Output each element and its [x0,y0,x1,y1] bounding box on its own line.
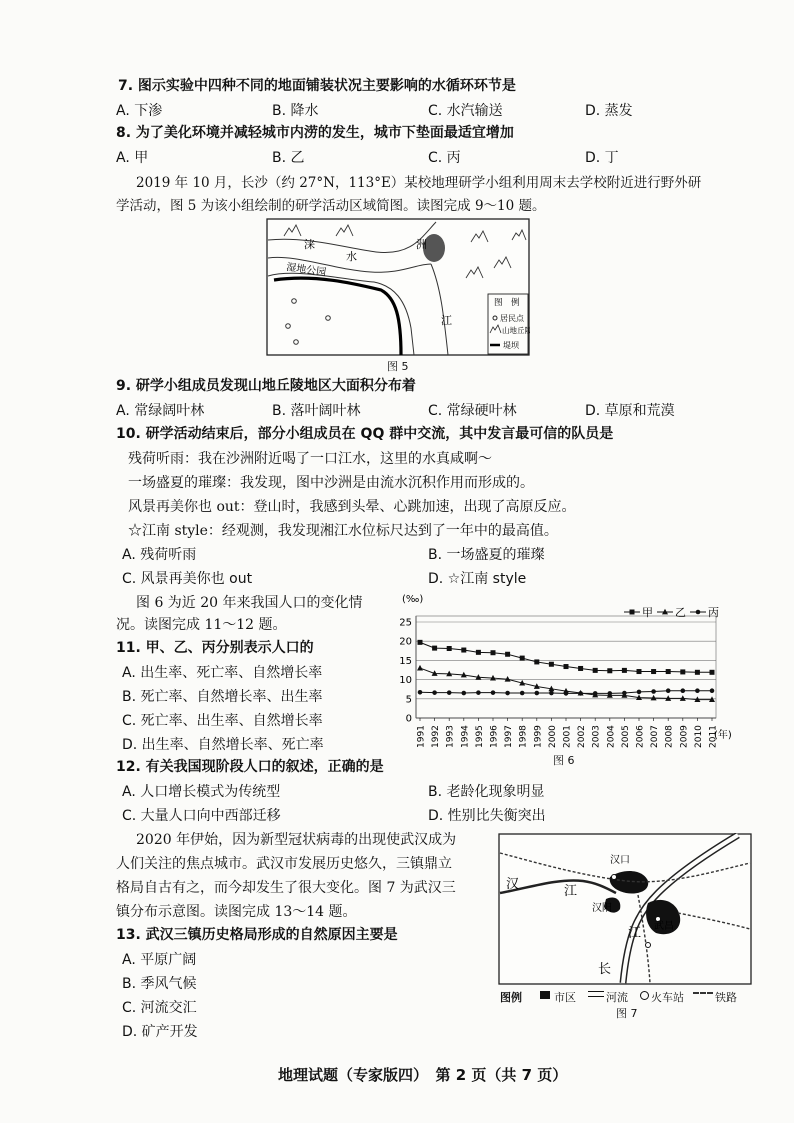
data-point-甲 [520,656,525,661]
figure-7 [498,833,752,985]
x-tick-label: 1991 [416,725,427,748]
q9-option-d: D. 草原和荒漠 [585,403,675,419]
fig7-legend-railway: 铁路 [715,991,737,1004]
data-point-甲 [578,666,583,671]
x-tick-label: 2003 [591,725,602,748]
intro-9-line1: 2019 年 10 月，长沙（约 27°N，113°E）某校地理研学小组利用周末去学校附近进行野外研 [136,175,702,191]
fig7-label-jiang2: 江 [628,926,642,941]
data-point-丙 [695,688,700,693]
fig5-caption: 图 5 [387,360,409,373]
q13-stem: 13. 武汉三镇历史格局形成的自然原因主要是 [116,927,398,943]
data-point-甲 [534,659,539,664]
page-footer: 地理试题（专家版四） 第 2 页（共 7 页） [278,1066,568,1084]
q8-option-a: A. 甲 [116,150,149,166]
data-point-丙 [520,691,525,696]
x-tick-label: 1992 [431,725,442,748]
river-legend-icon [588,991,604,997]
q10-option-c: C. 风景再美你也 out [122,571,253,587]
y-tick-label: 20 [399,636,412,648]
q10-message-4: ☆江南 style：经观测，我发现湘江水位标尺达到了一年中的最高值。 [128,523,558,539]
fig7-label-han: 汉 [506,877,520,892]
legend-label-甲: 甲 [642,606,653,619]
data-point-丙 [447,690,452,695]
data-point-丙 [432,690,437,695]
fig5-river-label-1: 涞 [304,238,315,251]
figure-5 [266,218,530,356]
x-tick-label: 2010 [693,725,704,748]
data-point-丙 [593,691,598,696]
legend-marker-甲 [630,610,635,615]
data-point-丙 [710,688,715,693]
y-tick-label: 5 [405,694,412,706]
q11-option-b: B. 死亡率、自然增长率、出生率 [122,689,323,705]
x-tick-label: 2011 [708,725,719,748]
x-tick-label: 2000 [547,725,558,748]
intro-11-line2: 况。读图完成 11～12 题。 [116,617,287,633]
fig5-park-label: 湿地公园 [285,262,327,279]
q10-option-a: A. 残荷听雨 [122,547,197,563]
data-point-丙 [491,690,496,695]
x-tick-label: 1998 [518,725,529,748]
q10-stem: 10. 研学活动结束后，部分小组成员在 QQ 群中交流，其中发言最可信的队员是 [116,426,614,442]
fig5-legend-hills: 山地丘陵 [502,326,530,335]
q9-option-b: B. 落叶阔叶林 [272,403,361,419]
data-point-丙 [549,691,554,696]
data-point-丙 [651,689,656,694]
q8-option-b: B. 乙 [272,150,305,166]
q12-option-d: D. 性别比失衡突出 [428,808,546,824]
fig6-caption: 图 6 [553,754,575,767]
y-tick-label: 25 [399,617,412,629]
wuhan-map [498,833,752,985]
q13-option-d: D. 矿产开发 [122,1024,198,1040]
figure-6-chart [396,590,740,770]
q11-option-d: D. 出生率、自然增长率、死亡率 [122,737,324,753]
q10-message-1: 残荷听雨：我在沙洲附近喝了一口江水，这里的水真咸啊～ [128,451,492,467]
intro-13-line2: 人们关注的焦点城市。武汉市发展历史悠久，三镇鼎立 [116,856,452,872]
q7-option-b: B. 降水 [272,103,319,119]
y-tick-label: 10 [399,675,412,687]
fig7-caption: 图 7 [616,1007,638,1020]
x-tick-label: 1995 [474,725,485,748]
data-point-丙 [418,690,423,695]
intro-9-line2: 学活动，图 5 为该小组绘制的研学活动区域简图。读图完成 9～10 题。 [116,198,546,214]
q10-option-d: D. ☆江南 style [428,571,527,587]
data-point-甲 [593,668,598,673]
data-point-丙 [608,691,613,696]
data-point-甲 [461,648,466,653]
urban-legend-icon [540,991,550,999]
x-tick-label: 1994 [460,725,471,748]
fig5-legend-title: 图 例 [494,298,520,308]
data-point-甲 [476,650,481,655]
x-tick-label: 1997 [504,725,515,748]
fig7-legend-river: 河流 [606,991,628,1004]
data-point-甲 [637,669,642,674]
data-point-丙 [681,688,686,693]
q12-stem: 12. 有关我国现阶段人口的叙述，正确的是 [116,759,384,775]
fig5-island-label: 洲 [416,238,427,251]
data-point-丙 [578,691,583,696]
x-tick-label: 2002 [577,725,588,748]
data-point-乙 [417,665,423,671]
q7-option-a: A. 下渗 [116,103,163,119]
x-tick-label: 2009 [679,725,690,748]
x-tick-label: 2001 [562,725,573,748]
q10-option-b: B. 一场盛夏的璀璨 [428,547,545,563]
x-tick-label: 1993 [445,725,456,748]
station-legend-icon [640,991,649,1000]
q13-option-a: A. 平原广阔 [122,952,197,968]
railway-legend-icon [693,992,713,994]
fig7-legend-title: 图例 [500,991,522,1004]
figure-5-map [266,218,530,356]
q12-option-a: A. 人口增长模式为传统型 [122,784,281,800]
intro-13-line3: 格局自古有之，而今却发生了很大变化。图 7 为武汉三 [116,880,456,896]
intro-13-line1: 2020 年伊始，因为新型冠状病毒的出现使武汉成为 [136,832,457,848]
data-point-丙 [505,691,510,696]
q8-option-c: C. 丙 [428,150,461,166]
data-point-甲 [564,664,569,669]
fig5-legend-dike: 堤坝 [503,341,519,350]
x-tick-label: 2008 [664,725,675,748]
q11-option-c: C. 死亡率、出生率、自然增长率 [122,713,323,729]
data-point-甲 [622,668,627,673]
data-point-甲 [666,669,671,674]
x-tick-label: 1996 [489,725,500,748]
fig5-river-label-3: 江 [441,314,452,327]
data-point-甲 [651,669,656,674]
q7-option-d: D. 蒸发 [585,103,633,119]
q9-option-c: C. 常绿硬叶林 [428,403,517,419]
data-point-丙 [462,691,467,696]
x-tick-label: 2006 [635,725,646,748]
q10-message-2: 一场盛夏的璀璨：我发现，图中沙洲是由流水沉积作用而形成的。 [128,475,534,491]
y-tick-label: 0 [405,713,412,725]
fig5-legend-residential: 居民点 [500,314,524,323]
x-tick-label: 2007 [650,725,661,748]
data-point-甲 [432,646,437,651]
fig5-river-label-2: 水 [346,250,357,263]
population-chart [396,590,740,770]
x-tick-label: 2004 [606,725,617,748]
legend-label-丙: 丙 [708,606,719,619]
data-point-甲 [505,652,510,657]
data-point-甲 [680,669,685,674]
x-tick-label: 1999 [533,725,544,748]
legend-marker-丙 [696,610,701,615]
q10-message-3: 风景再美你也 out：登山时，我感到头晕、心跳加速，出现了高原反应。 [128,499,576,515]
q11-option-a: A. 出生率、死亡率、自然增长率 [122,665,323,681]
q12-option-b: B. 老龄化现象明显 [428,784,545,800]
fig7-label-jiang1: 江 [564,884,578,899]
data-point-甲 [695,670,700,675]
x-tick-label: 2005 [620,725,631,748]
q8-option-d: D. 丁 [585,150,619,166]
fig7-label-chang: 长 [598,962,612,977]
data-point-甲 [418,640,423,645]
data-point-甲 [607,668,612,673]
q13-option-c: C. 河流交汇 [122,1000,197,1016]
data-point-丙 [535,691,540,696]
data-point-丙 [666,688,671,693]
data-point-丙 [564,691,569,696]
fig7-legend-station: 火车站 [651,991,684,1004]
q12-option-c: C. 大量人口向中西部迁移 [122,808,281,824]
q8-stem: 8. 为了美化环境并减轻城市内涝的发生，城市下垫面最适宜增加 [116,125,514,141]
fig7-label-hanyang: 汉阳 [592,903,612,914]
q7-option-c: C. 水汽输送 [428,103,503,119]
data-point-丙 [476,690,481,695]
intro-13-line4: 镇分布示意图。读图完成 13～14 题。 [116,904,357,920]
chart-xlabel: (年) [714,730,732,741]
fig7-label-wuchang: 武昌 [654,921,674,932]
data-point-丙 [637,690,642,695]
y-tick-label: 15 [399,655,412,667]
data-point-甲 [447,646,452,651]
data-point-丙 [622,691,627,696]
q9-option-a: A. 常绿阔叶林 [116,403,205,419]
q9-stem: 9. 研学小组成员发现山地丘陵地区大面积分布着 [116,378,416,394]
fig7-label-hankou: 汉口 [610,855,630,866]
intro-11-line1: 图 6 为近 20 年来我国人口的变化情 [136,595,363,611]
chart-ylabel: (‰) [402,594,424,605]
q7-stem: 7. 图示实验中四种不同的地面铺装状况主要影响的水循环环节是 [118,78,516,94]
q13-option-b: B. 季风气候 [122,976,197,992]
legend-label-乙: 乙 [675,606,686,619]
fig7-legend-urban: 市区 [554,991,576,1004]
q11-stem: 11. 甲、乙、丙分别表示人口的 [116,640,314,656]
data-point-甲 [710,670,715,675]
data-point-甲 [491,650,496,655]
data-point-甲 [549,662,554,667]
